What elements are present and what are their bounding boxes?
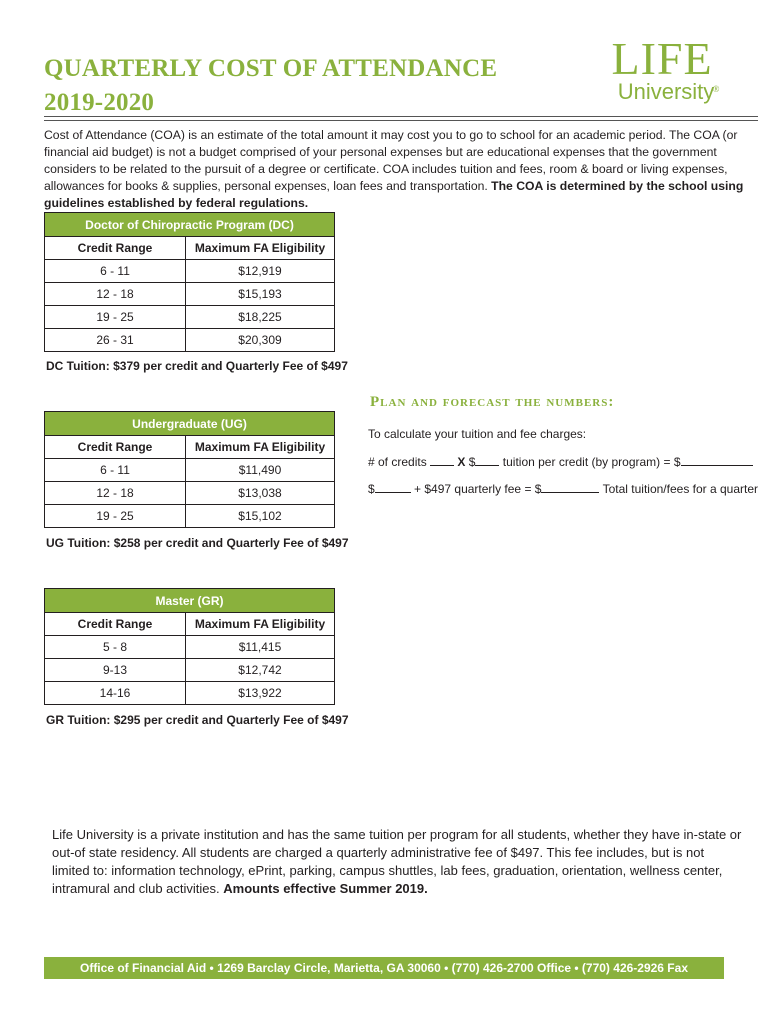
credit-range-cell: 26 - 31 [45, 329, 186, 352]
credit-range-cell: 12 - 18 [45, 283, 186, 306]
credit-range-cell: 6 - 11 [45, 260, 186, 283]
gr-col-credit-range: Credit Range [45, 613, 186, 636]
table-row [45, 459, 335, 482]
max-fa-cell: $12,742 [186, 659, 335, 682]
formula-credits-label: # of credits [368, 455, 427, 469]
contact-bar: Office of Financial Aid • 1269 Barclay Circle, Marietta, GA 30060 • (770) 426-2700 Office • (770) 426-2926 Fax [44, 957, 724, 979]
formula-tuition-label: tuition per credit (by program) = $ [502, 455, 681, 469]
dc-col-credit-range: Credit Range [45, 237, 186, 260]
table-row [45, 283, 335, 306]
formula-fee-label: + $497 quarterly fee = $ [414, 482, 542, 496]
table-row [45, 636, 335, 659]
ug-table-title: Undergraduate (UG) [45, 412, 335, 436]
page-title-line1: QUARTERLY COST OF ATTENDANCE [44, 55, 498, 82]
max-fa-cell: $15,102 [186, 505, 335, 528]
gr-tuition-note: GR Tuition: $295 per credit and Quarterly Fee of $497 [46, 713, 349, 727]
tuition-per-credit-blank [475, 453, 499, 466]
table-row [45, 682, 335, 705]
intro-text: Cost of Attendance (COA) is an estimate of the total amount it may cost you to go to school for an academic period. The COA (or financial aid budget) is not a budget comprised of your personal expenses but are educational expenses that the government considers to be related to the pursuit of a degree or certificate. COA includes tuition and fees, room & board or living expenses, allowances for books & supplies, personal expenses, loan fees and transportation. [44, 128, 738, 193]
table-row [45, 260, 335, 283]
life-university-logo [610, 33, 722, 104]
max-fa-cell: $11,490 [186, 459, 335, 482]
gr-table-title: Master (GR) [45, 589, 335, 613]
credit-range-cell: 14-16 [45, 682, 186, 705]
ug-tuition-note: UG Tuition: $258 per credit and Quarterly Fee of $497 [46, 536, 349, 550]
dc-coa-table [44, 212, 335, 352]
credit-range-cell: 19 - 25 [45, 306, 186, 329]
max-fa-cell: $12,919 [186, 260, 335, 283]
max-fa-cell: $18,225 [186, 306, 335, 329]
plan-heading: Plan and forecast the numbers: [370, 394, 615, 410]
logo-subtitle: University [617, 79, 715, 104]
dc-table-title: Doctor of Chiropractic Program (DC) [45, 213, 335, 237]
credit-range-cell: 5 - 8 [45, 636, 186, 659]
credit-range-cell: 6 - 11 [45, 459, 186, 482]
formula-multiply-sign: X [457, 455, 466, 469]
max-fa-cell: $13,038 [186, 482, 335, 505]
formula-dollar-sign: $ [368, 482, 375, 496]
table-row [45, 659, 335, 682]
ug-col-max-fa: Maximum FA Eligibility [186, 436, 335, 459]
gr-coa-table [44, 588, 335, 705]
max-fa-cell: $13,922 [186, 682, 335, 705]
intro-bold-text: The COA is determined by the school using guidelines established by federal regulations. [44, 179, 744, 210]
table-row [45, 306, 335, 329]
formula-total-label: Total tuition/fees for a quarter [602, 482, 759, 496]
credit-range-cell: 9-13 [45, 659, 186, 682]
dc-col-max-fa: Maximum FA Eligibility [186, 237, 335, 260]
total-amount-blank [541, 480, 599, 493]
ug-coa-table [44, 411, 335, 528]
table-row [45, 482, 335, 505]
tuition-amount-blank [375, 480, 411, 493]
plan-intro: To calculate your tuition and fee charges: [368, 427, 587, 441]
gr-col-max-fa: Maximum FA Eligibility [186, 613, 335, 636]
footer-paragraph [52, 826, 742, 898]
logo-wordmark: LIFE® [611, 33, 721, 94]
credit-range-cell: 19 - 25 [45, 505, 186, 528]
fee-formula-line [368, 480, 758, 496]
ug-col-credit-range: Credit Range [45, 436, 186, 459]
footer-bold-text: Amounts effective Summer 2019. [223, 881, 428, 896]
page-title [44, 52, 497, 120]
table-row [45, 329, 335, 352]
dc-tuition-note: DC Tuition: $379 per credit and Quarterly Fee of $497 [46, 359, 348, 373]
max-fa-cell: $20,309 [186, 329, 335, 352]
footer-text: Life University is a private institution and has the same tuition per program for all students, whether they have in-state or out-of state residency. All students are charged a quarterly administrative fee of $497. This fee includes, but is not limited to: information technology, ePrint, parking, campus shuttles, lab fees, graduation, orientation, wellness center, intramural and club activities. [52, 827, 742, 896]
max-fa-cell: $11,415 [186, 636, 335, 659]
table-row [45, 505, 335, 528]
formula-dollar-sign: $ [468, 455, 476, 469]
page-title-year: 2019-2020 [44, 89, 155, 116]
credits-formula-line [368, 453, 753, 469]
header-divider [44, 116, 758, 121]
credits-blank [430, 453, 454, 466]
tuition-total-blank [681, 453, 753, 466]
intro-paragraph [44, 127, 760, 212]
credit-range-cell: 12 - 18 [45, 482, 186, 505]
max-fa-cell: $15,193 [186, 283, 335, 306]
